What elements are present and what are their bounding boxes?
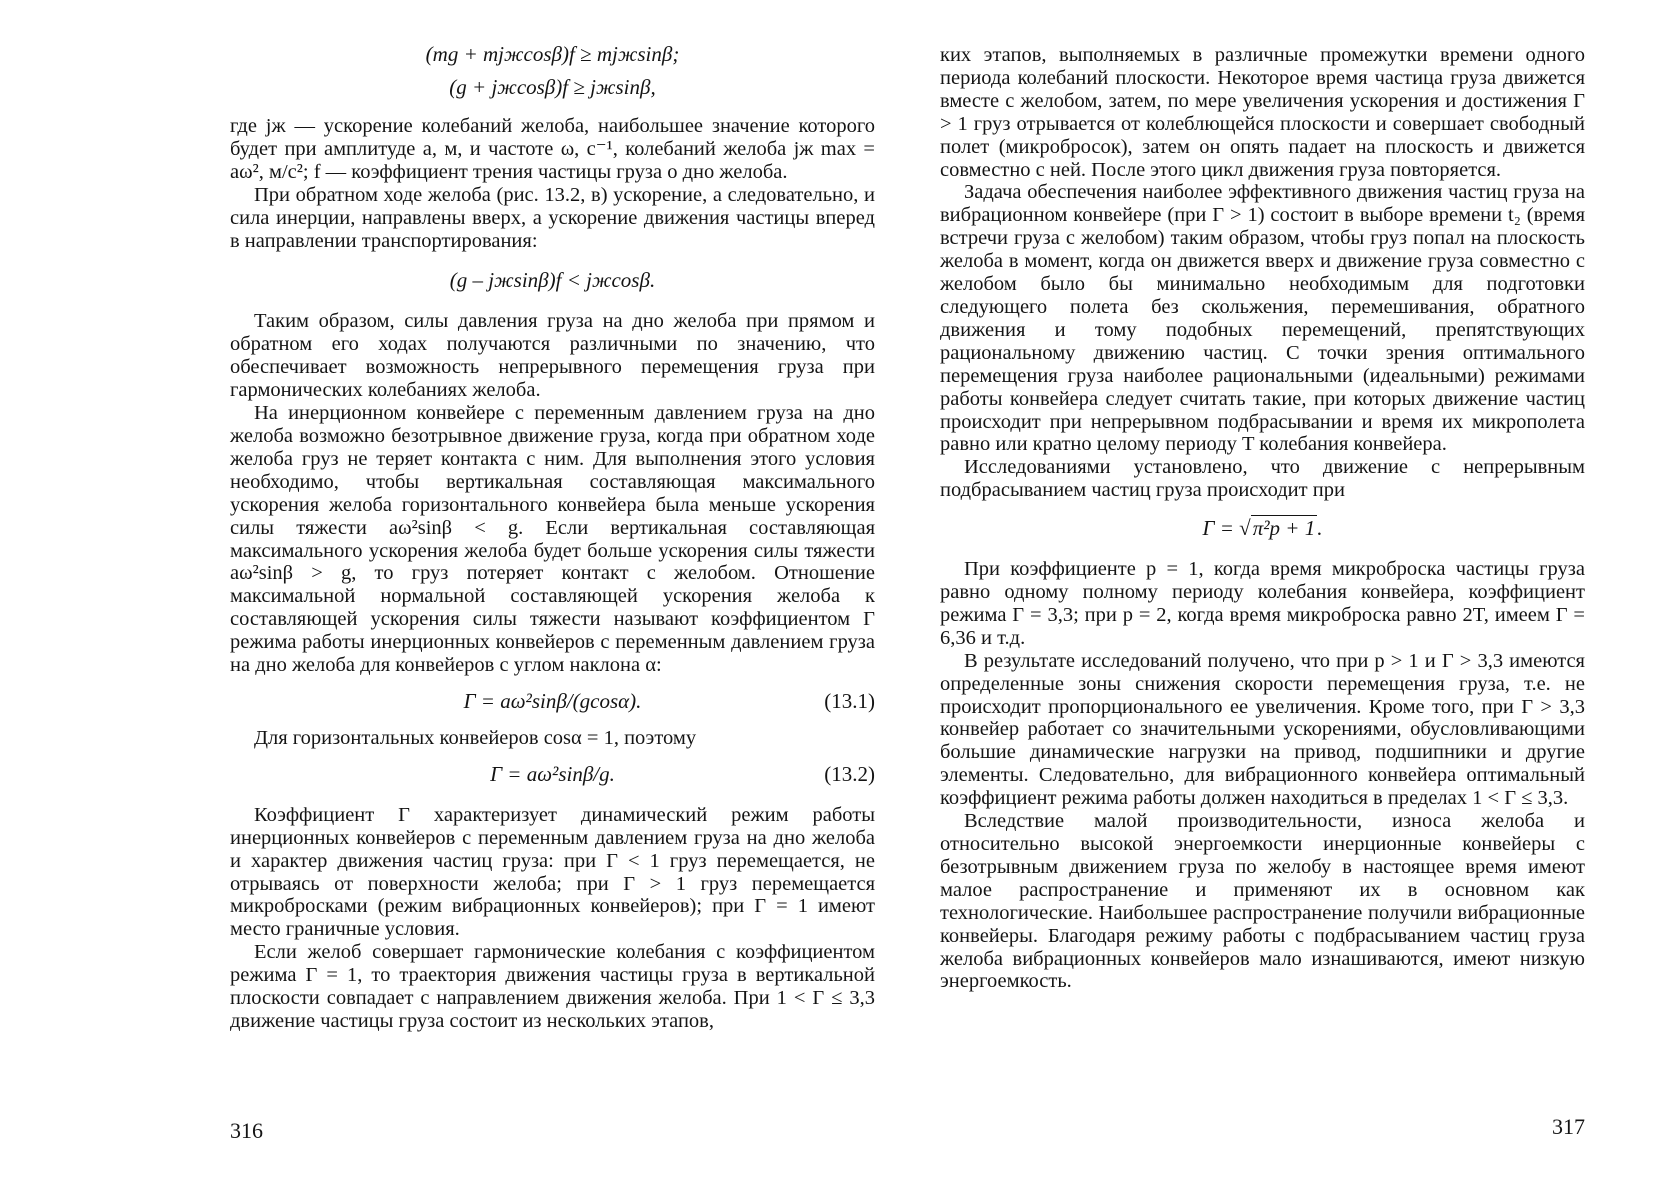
formula-reverse-condition: (g – jжsinβ)f < jжcosβ. xyxy=(449,268,656,293)
paragraph-acceleration-definition: где jж — ускорение колебаний желоба, наибольшее значение которого будет при амплитуде a, м, и частоте ω, с⁻¹, колебаний желоба jж max = aω², м/с²; f — коэффициент трения частицы груза о дно желоба. xyxy=(230,115,875,183)
paragraph-stages-continued: ких этапов, выполняемых в различные промежутки времени одного периода колебаний плоскости. Некоторое время частица груза движется вместе с желобом, затем, по мере увеличения ускорения и достижения Г > 1 груз отрывается от колеблющейся плоскости и совершает свободный полет (микробросок), затем он опять падает на плоскость и движется совместно с ней. После этого цикл движения груза повторяется. xyxy=(940,44,1585,181)
paragraph-coefficient-meaning: Коэффициент Г характеризует динамический режим работы инерционных конвейеров с переменным давлением груза на дно желоба и характер движения частиц груза: при Г < 1 груз перемещается, не отрываясь от поверхности желоба; при Г > 1 груз перемещается микробросками (режим вибрационных конвейеров); при Г = 1 имеют место граничные условия. xyxy=(230,803,875,941)
paragraph-pressure-difference: Таким образом, силы давления груза на дно желоба при прямом и обратном его ходах получаются различными по значению, что обеспечивает возможность непрерывного перемещения груза при гармонических колебаниях желоба. xyxy=(230,310,875,402)
formula-lhs: Г = xyxy=(1202,516,1240,541)
paragraph-inertial-conveyor: На инерционном конвейере с переменным давлением груза на дно желоба возможно безотрывное движение груза, когда при обратном ходе желоба груз не теряет контакта с ним. Для выполнения этого условия необходимо, чтобы вертикальная составляющая максимального ускорения желоба горизонтального конвейера была меньше ускорения силы тяжести aω²sinβ < g. Если вертикальная составляющая максимального ускорения желоба будет больше ускорения силы тяжести aω²sinβ > g, то груз потеряет контакт с желобом. Отношение максимальной нормальной составляющей ускорения желоба к составляющей ускорения силы тяжести называют коэффициентом Г режима работы инерционных конвейеров с переменным давлением груза на дно желоба для конвейеров с углом наклона α: xyxy=(230,402,875,677)
formula-force-balance-2: (g + jжcosβ)f ≥ jжsinβ, xyxy=(449,75,656,99)
page-number-left: 316 xyxy=(230,1118,263,1143)
formula-13-1-expression: Г = aω²sinβ/(gcosα). xyxy=(463,688,642,713)
paragraph-conclusion: Вследствие малой производительности, износа желоба и относительно высокой энергоемкости инерционные конвейеры с безотрывным движением груза по желобу в настоящее время имеют малое распространение и применяют их в основном как технологические. Наибольшее распространение получили вибрационные конвейеры. Благодаря режиму работы с подбрасыванием частиц груза желоба вибрационных конвейеров мало изнашиваются, имеют низкую энергоемкость. xyxy=(940,810,1585,993)
formula-force-balance-1: (mg + mjжcosβ)f ≥ mjжsinβ; xyxy=(425,42,680,66)
paragraph-coefficient-p: При коэффициенте p = 1, когда время микроброска частицы груза равно одному полному периоду колебания конвейера, коэффициент режима Г = 3,3; при p = 2, когда время микроброска равно 2T, имеем Г = 6,36 и т.д. xyxy=(940,558,1585,649)
paragraph-research-established: Исследованиями установлено, что движение с непрерывным подбрасыванием частиц груза происходит при xyxy=(940,456,1585,502)
formula-13-2 xyxy=(230,762,875,786)
formula-tail: . xyxy=(1317,516,1323,541)
paragraph-efficiency-task: Задача обеспечения наиболее эффективного движения частиц груза на вибрационном конвейере (при Г > 1) состоит в выборе времени t₂ (время встречи груза с желобом) таким образом, чтобы груз попал на плоскость желоба в момент, когда он движется вверх и движение груза совместно с желобом было бы минимально необходимым для подготовки следующего полета без скольжения, перемешивания, обратного движения и тому подобных перемещений, препятствующих рациональному движению частиц. С точки зрения оптимального перемещения груза наиболее рациональными (идеальными) режимами работы конвейера следует считать такие, при которых движение частиц происходит при непрерывном подбрасывании и время их микрополета равно или кратно целому периоду T колебания конвейера. xyxy=(940,181,1585,456)
formula-radicand: π²p + 1 xyxy=(1252,516,1316,541)
equation-number-13-2: (13.2) xyxy=(824,761,875,786)
paragraph-reverse-stroke: При обратном ходе желоба (рис. 13.2, в) ускорение, а следовательно, и сила инерции, направлены вверх, а ускорение движения частицы вперед в направлении транспортирования: xyxy=(230,183,875,252)
formula-13-1 xyxy=(230,689,875,713)
right-page-text-column xyxy=(940,44,1585,993)
paragraph-horizontal-conveyors: Для горизонтальных конвейеров cosα = 1, поэтому xyxy=(254,726,697,749)
formula-continuous-tossing xyxy=(940,516,1585,540)
sqrt-sign: √ xyxy=(1239,516,1251,541)
paragraph-harmonic-oscillation: Если желоб совершает гармонические колебания с коэффициентом режима Г = 1, то траектория движения частицы груза в вертикальной плоскости совпадает с направлением движения желоба. При 1 < Г ≤ 3,3 движение частицы груза состоит из нескольких этапов, xyxy=(230,941,875,1032)
formula-13-2-expression: Г = aω²sinβ/g. xyxy=(490,761,615,786)
left-page-text-column xyxy=(230,42,875,1033)
page-number-right: 317 xyxy=(1552,1114,1585,1139)
paragraph-research-results: В результате исследований получено, что при p > 1 и Г > 3,3 имеются определенные зоны снижения скорости перемещения груза, т.е. не происходит пропорционального ее увеличения. Кроме того, при Г > 3,3 конвейер работает со значительными ускорениями, обусловливающими большие динамические нагрузки на привод, подшипники и другие элементы. Следовательно, для вибрационного конвейера оптимальный коэффициент режима работы должен находиться в пределах 1 < Г ≤ 3,3. xyxy=(940,649,1585,810)
equation-number-13-1: (13.1) xyxy=(824,688,875,713)
